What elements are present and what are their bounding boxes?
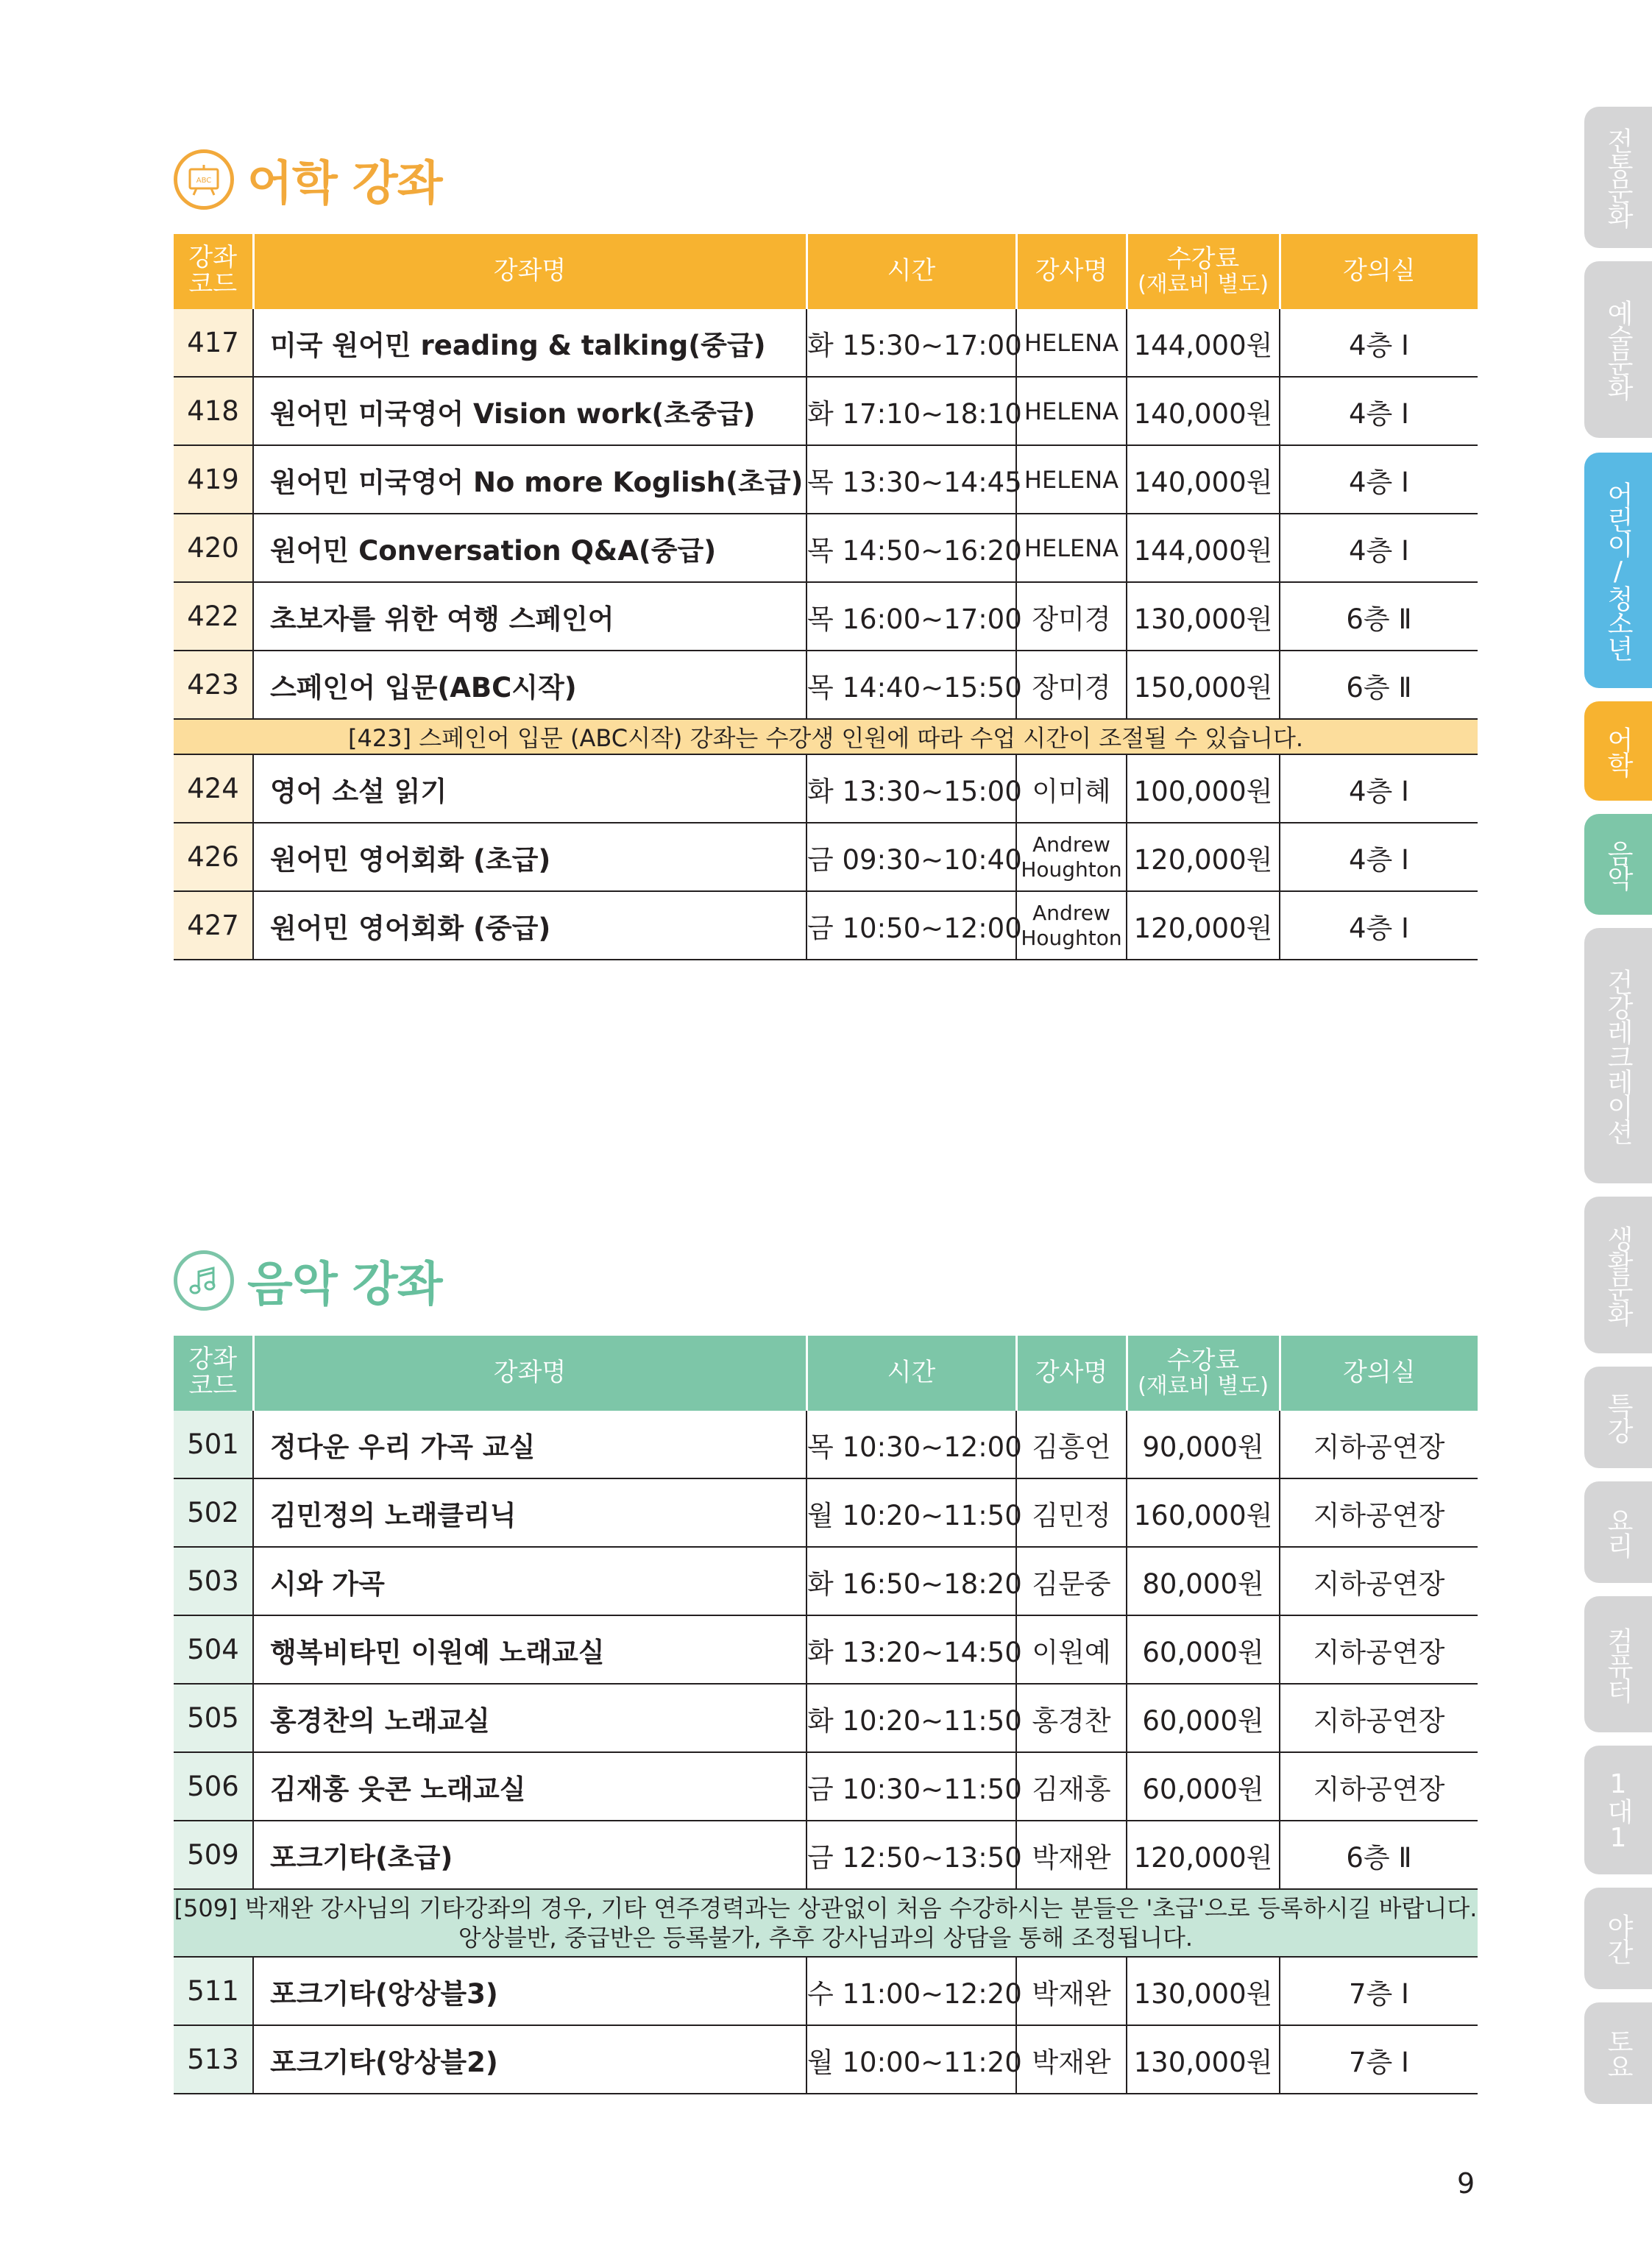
tab-label: 요리 [1603, 1507, 1634, 1557]
course-fee: 140,000원 [1127, 377, 1280, 445]
course-room: 6층 Ⅱ [1280, 1821, 1478, 1889]
course-name: 행복비타민 이원예 노래교실 [253, 1615, 806, 1684]
course-fee: 60,000원 [1127, 1615, 1280, 1684]
course-time: 월 10:20~11:50 [806, 1478, 1016, 1547]
course-room: 지하공연장 [1280, 1752, 1478, 1821]
course-code: 420 [174, 514, 253, 582]
course-room: 7층 Ⅰ [1280, 1957, 1478, 2025]
tab-label: 특강 [1603, 1392, 1634, 1442]
course-name: 시와 가곡 [253, 1547, 806, 1615]
course-instructor: 김재홍 [1016, 1752, 1127, 1821]
header-code: 강좌 코드 [174, 1336, 253, 1411]
course-fee: 130,000원 [1127, 2025, 1280, 2094]
course-code: 424 [174, 754, 253, 823]
course-code: 504 [174, 1615, 253, 1684]
tab-label: 야간 [1603, 1913, 1634, 1963]
table-row [174, 1615, 1478, 1684]
table-row [174, 823, 1478, 891]
course-code: 513 [174, 2025, 253, 2094]
table-header-row [174, 234, 1478, 309]
course-instructor: 이원예 [1016, 1615, 1127, 1684]
course-instructor: 박재완 [1016, 2025, 1127, 2094]
course-fee: 60,000원 [1127, 1684, 1280, 1752]
tab-special-lecture[interactable] [1584, 1367, 1652, 1468]
course-time: 목 13:30~14:45 [806, 445, 1016, 514]
tab-label: 1대1 [1603, 1768, 1634, 1852]
music-note-icon [174, 1250, 234, 1311]
tab-label: 건강레크레이션 [1603, 968, 1634, 1144]
music-course-table [174, 1336, 1478, 2094]
table-row [174, 377, 1478, 445]
header-room: 강의실 [1280, 234, 1478, 309]
course-instructor: 홍경찬 [1016, 1684, 1127, 1752]
course-instructor: 장미경 [1016, 651, 1127, 719]
course-instructor: HELENA [1016, 309, 1127, 377]
language-course-table [174, 234, 1478, 960]
course-room: 7층 Ⅰ [1280, 2025, 1478, 2094]
course-code: 502 [174, 1478, 253, 1547]
course-fee: 144,000원 [1127, 309, 1280, 377]
course-fee: 130,000원 [1127, 582, 1280, 651]
tab-health-recreation[interactable] [1584, 928, 1652, 1183]
tab-computer[interactable] [1584, 1596, 1652, 1732]
page-number: 9 [1457, 2167, 1475, 2200]
course-name: 원어민 Conversation Q&A(중급) [253, 514, 806, 582]
course-room: 4층 Ⅰ [1280, 377, 1478, 445]
course-note: [423] 스페인어 입문 (ABC시작) 강좌는 수강생 인원에 따라 수업 시간이 조절될 수 있습니다. [174, 719, 1478, 754]
course-name: 초보자를 위한 여행 스페인어 [253, 582, 806, 651]
course-time: 목 10:30~12:00 [806, 1411, 1016, 1478]
header-instructor: 강사명 [1016, 1336, 1127, 1411]
course-note-line: [509] 박재완 강사님의 기타강좌의 경우, 기타 연주경력과는 상관없이 처음 수강하시는 분들은 '초급'으로 등록하시길 바랍니다. [174, 1894, 1478, 1922]
tab-label: 컴퓨터 [1603, 1626, 1634, 1702]
course-name: 포크기타(초급) [253, 1821, 806, 1889]
course-code: 503 [174, 1547, 253, 1615]
course-code: 417 [174, 309, 253, 377]
section-title: 음악 강좌 [247, 1258, 442, 1312]
table-row [174, 309, 1478, 377]
table-note-row [174, 1889, 1478, 1957]
tab-saturday[interactable] [1584, 2002, 1652, 2104]
table-row [174, 1411, 1478, 1478]
course-room: 4층 Ⅰ [1280, 445, 1478, 514]
course-name: 포크기타(앙상블3) [253, 1957, 806, 2025]
course-room: 지하공연장 [1280, 1411, 1478, 1478]
table-header-row [174, 1336, 1478, 1411]
tab-cooking[interactable] [1584, 1481, 1652, 1583]
table-row [174, 1821, 1478, 1889]
tab-label: 어학 [1603, 726, 1634, 776]
course-time: 목 16:00~17:00 [806, 582, 1016, 651]
course-time: 화 10:20~11:50 [806, 1684, 1016, 1752]
course-instructor: 김흥언 [1016, 1411, 1127, 1478]
course-time: 금 09:30~10:40 [806, 823, 1016, 891]
course-name: 김민정의 노래클리닉 [253, 1478, 806, 1547]
section-title: 어학 강좌 [247, 157, 442, 211]
course-time: 금 10:30~11:50 [806, 1752, 1016, 1821]
course-code: 501 [174, 1411, 253, 1478]
header-fee: 수강료 (재료비 별도) [1127, 1336, 1280, 1411]
course-code: 509 [174, 1821, 253, 1889]
course-fee: 140,000원 [1127, 445, 1280, 514]
course-time: 금 12:50~13:50 [806, 1821, 1016, 1889]
course-name: 정다운 우리 가곡 교실 [253, 1411, 806, 1478]
header-instructor: 강사명 [1016, 234, 1127, 309]
tab-label: 음악 [1603, 839, 1634, 890]
course-fee: 120,000원 [1127, 891, 1280, 960]
header-room: 강의실 [1280, 1336, 1478, 1411]
course-note-line: 앙상블반, 중급반은 등록불가, 추후 강사님과의 상담을 통해 조정됩니다. [458, 1924, 1194, 1952]
tab-label: 예술문화 [1603, 300, 1634, 400]
header-code: 강좌 코드 [174, 234, 253, 309]
tab-label: 어린이/청소년 [1603, 481, 1634, 660]
course-instructor: 김민정 [1016, 1478, 1127, 1547]
course-room: 4층 Ⅰ [1280, 754, 1478, 823]
tab-children-youth[interactable] [1584, 453, 1652, 688]
tab-traditional-culture[interactable] [1584, 107, 1652, 248]
abc-board-icon [174, 149, 234, 210]
course-name: 원어민 영어회화 (초급) [253, 823, 806, 891]
course-room: 4층 Ⅰ [1280, 514, 1478, 582]
course-code: 423 [174, 651, 253, 719]
course-time: 화 13:20~14:50 [806, 1615, 1016, 1684]
course-room: 6층 Ⅱ [1280, 651, 1478, 719]
course-room: 지하공연장 [1280, 1684, 1478, 1752]
course-fee: 90,000원 [1127, 1411, 1280, 1478]
course-instructor: 김문중 [1016, 1547, 1127, 1615]
table-row [174, 1684, 1478, 1752]
course-room: 지하공연장 [1280, 1615, 1478, 1684]
course-instructor: 박재완 [1016, 1821, 1127, 1889]
course-time: 화 17:10~18:10 [806, 377, 1016, 445]
course-code: 426 [174, 823, 253, 891]
course-name: 원어민 미국영어 No more Koglish(초급) [253, 445, 806, 514]
course-time: 화 16:50~18:20 [806, 1547, 1016, 1615]
tab-label: 생활문화 [1603, 1225, 1634, 1325]
course-code: 419 [174, 445, 253, 514]
course-fee: 144,000원 [1127, 514, 1280, 582]
language-section-header [174, 146, 442, 213]
table-row [174, 445, 1478, 514]
tab-evening[interactable] [1584, 1888, 1652, 1989]
course-instructor: 이미혜 [1016, 754, 1127, 823]
course-fee: 130,000원 [1127, 1957, 1280, 2025]
table-row [174, 1957, 1478, 2025]
header-time: 시간 [806, 1336, 1016, 1411]
course-name: 미국 원어민 reading & talking(중급) [253, 309, 806, 377]
course-note [174, 1889, 1478, 1957]
header-name: 강좌명 [253, 1336, 806, 1411]
svg-text:ABC: ABC [196, 177, 212, 185]
course-code: 506 [174, 1752, 253, 1821]
course-fee: 100,000원 [1127, 754, 1280, 823]
course-room: 4층 Ⅰ [1280, 823, 1478, 891]
course-code: 422 [174, 582, 253, 651]
header-fee: 수강료 (재료비 별도) [1127, 234, 1280, 309]
course-time: 화 15:30~17:00 [806, 309, 1016, 377]
course-name: 포크기타(앙상블2) [253, 2025, 806, 2094]
tab-lifestyle-culture[interactable] [1584, 1197, 1652, 1353]
header-time: 시간 [806, 234, 1016, 309]
table-row [174, 891, 1478, 960]
course-name: 김재홍 웃콘 노래교실 [253, 1752, 806, 1821]
table-note-row [174, 719, 1478, 754]
tab-label: 토요 [1603, 2028, 1634, 2078]
header-name: 강좌명 [253, 234, 806, 309]
course-time: 금 10:50~12:00 [806, 891, 1016, 960]
course-instructor: 박재완 [1016, 1957, 1127, 2025]
course-name: 홍경찬의 노래교실 [253, 1684, 806, 1752]
course-time: 수 11:00~12:20 [806, 1957, 1016, 2025]
course-name: 영어 소설 읽기 [253, 754, 806, 823]
course-room: 4층 Ⅰ [1280, 891, 1478, 960]
table-row [174, 1752, 1478, 1821]
course-room: 6층 Ⅱ [1280, 582, 1478, 651]
tab-one-on-one[interactable] [1584, 1746, 1652, 1874]
course-instructor: Andrew Houghton [1016, 891, 1127, 960]
table-row [174, 1547, 1478, 1615]
course-name: 원어민 미국영어 Vision work(초중급) [253, 377, 806, 445]
tab-label: 전통문화 [1603, 127, 1634, 227]
course-fee: 80,000원 [1127, 1547, 1280, 1615]
course-code: 427 [174, 891, 253, 960]
course-room: 지하공연장 [1280, 1547, 1478, 1615]
tab-arts-culture[interactable] [1584, 261, 1652, 438]
course-instructor: HELENA [1016, 445, 1127, 514]
course-room: 지하공연장 [1280, 1478, 1478, 1547]
course-instructor: HELENA [1016, 514, 1127, 582]
table-row [174, 754, 1478, 823]
course-fee: 60,000원 [1127, 1752, 1280, 1821]
course-time: 월 10:00~11:20 [806, 2025, 1016, 2094]
course-time: 화 13:30~15:00 [806, 754, 1016, 823]
course-room: 4층 Ⅰ [1280, 309, 1478, 377]
course-code: 418 [174, 377, 253, 445]
course-name: 스페인어 입문(ABC시작) [253, 651, 806, 719]
table-row [174, 651, 1478, 719]
course-name: 원어민 영어회화 (중급) [253, 891, 806, 960]
tab-language[interactable] [1584, 701, 1652, 801]
course-code: 505 [174, 1684, 253, 1752]
course-time: 목 14:50~16:20 [806, 514, 1016, 582]
table-row [174, 582, 1478, 651]
course-time: 목 14:40~15:50 [806, 651, 1016, 719]
tab-music[interactable] [1584, 814, 1652, 915]
table-row [174, 2025, 1478, 2094]
course-code: 511 [174, 1957, 253, 2025]
table-row [174, 514, 1478, 582]
table-row [174, 1478, 1478, 1547]
course-instructor: 장미경 [1016, 582, 1127, 651]
course-fee: 120,000원 [1127, 823, 1280, 891]
course-fee: 160,000원 [1127, 1478, 1280, 1547]
course-instructor: Andrew Houghton [1016, 823, 1127, 891]
course-fee: 150,000원 [1127, 651, 1280, 719]
course-instructor: HELENA [1016, 377, 1127, 445]
course-fee: 120,000원 [1127, 1821, 1280, 1889]
music-section-header [174, 1247, 442, 1314]
